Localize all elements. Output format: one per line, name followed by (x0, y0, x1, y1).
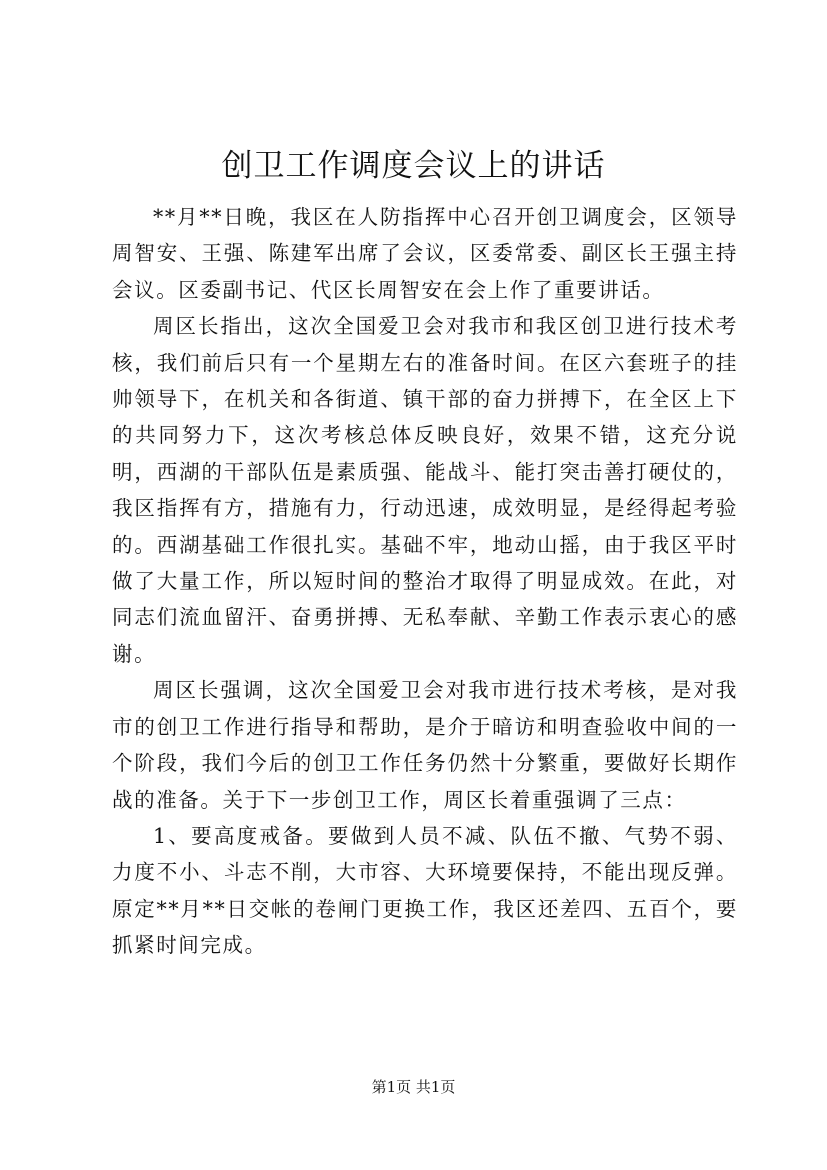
paragraph-3: 周区长强调，这次全国爱卫会对我市进行技术考核，是对我市的创卫工作进行指导和帮助，是介于暗访和明查验收中间的一个阶段，我们今后的创卫工作任务仍然十分繁重，要做好长期作战的准备。关于下一步创卫工作，周区长着重强调了三点： (112, 678, 738, 812)
document-body (112, 199, 738, 964)
paragraph-4: 1、要高度戒备。要做到人员不减、队伍不撤、气势不弱、力度不小、斗志不削，大市容、大环境要保持，不能出现反弹。原定**月**日交帐的卷闸门更换工作，我区还差四、五百个，要抓紧时间完成。 (112, 823, 738, 958)
paragraph-2: 周区长指出，这次全国爱卫会对我市和我区创卫进行技术考核，我们前后只有一个星期左右的准备时间。在区六套班子的挂帅领导下，在机关和各街道、镇干部的奋力拼搏下，在全区上下的共同努力下，这次考核总体反映良好，效果不错，这充分说明，西湖的干部队伍是素质强、能战斗、能打突击善打硬仗的，我区指挥有方，措施有力，行动迅速，成效明显，是经得起考验的。西湖基础工作很扎实。基础不牢，地动山摇，由于我区平时做了大量工作，所以短时间的整治才取得了明显成效。在此，对同志们流血留汗、奋勇拼搏、无私奉献、辛勤工作表示衷心的感谢。 (112, 314, 738, 666)
page-footer: 第1页 共1页 (371, 1078, 456, 1096)
document-title: 创卫工作调度会议上的讲话 (221, 148, 606, 184)
paragraph-1: **月**日晚，我区在人防指挥中心召开创卫调度会，区领导周智安、王强、陈建军出席了会议，区委常委、副区长王强主持会议。区委副书记、代区长周智安在会上作了重要讲话。 (112, 205, 738, 302)
